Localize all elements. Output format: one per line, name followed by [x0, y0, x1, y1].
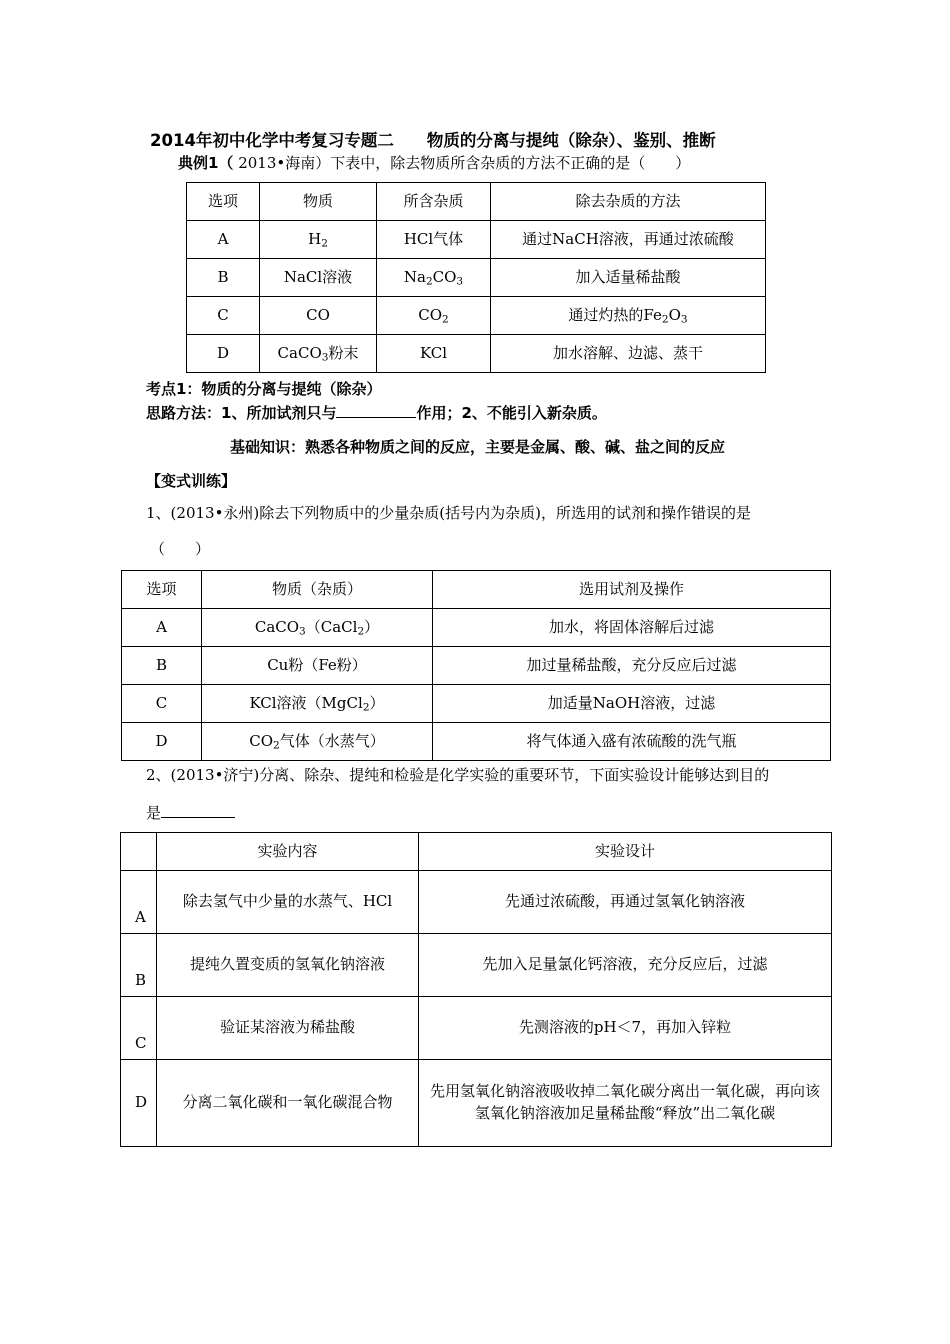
table-header-cell: 实验内容 [157, 833, 419, 871]
jichu-line: 基础知识：熟悉各种物质之间的反应，主要是金属、酸、碱、盐之间的反应 [230, 438, 726, 456]
option-cell: A [187, 221, 260, 259]
table-row [121, 997, 832, 1060]
impurity-cell: $Na_2CO_3$ [377, 259, 491, 297]
operation-cell: 加过量稀盐酸，充分反应后过滤 [433, 647, 831, 685]
table-row [187, 335, 766, 373]
option-cell: D [187, 335, 260, 373]
example1-table [186, 182, 766, 373]
option-cell: D [122, 723, 202, 761]
option-cell: C [187, 297, 260, 335]
answer-blank[interactable] [336, 403, 416, 418]
table-header-cell: 所含杂质 [377, 183, 491, 221]
table-row [122, 685, 831, 723]
design-cell: 先测溶液的pH＜7，再加入锌粒 [419, 997, 832, 1060]
option-cell: B [122, 647, 202, 685]
operation-cell: 加水，将固体溶解后过滤 [433, 609, 831, 647]
impurity-cell: HCl气体 [377, 221, 491, 259]
q1-text: 1、(2013•永州)除去下列物质中的少量杂质(括号内为杂质)，所选用的试剂和操作错误的是 [146, 504, 751, 522]
substance-cell: $H_2$ [260, 221, 377, 259]
table-header-cell: 物质 [260, 183, 377, 221]
option-cell: C [121, 997, 157, 1060]
table-row [121, 871, 832, 934]
bianshi-heading: 【变式训练】 [146, 472, 237, 490]
impurity-cell: KCl [377, 335, 491, 373]
operation-cell: 将气体通入盛有浓硫酸的洗气瓶 [433, 723, 831, 761]
impurity-cell: $CO_2$ [377, 297, 491, 335]
substance-cell: KCl溶液（MgCl$_2$） [202, 685, 433, 723]
q2-text: 2、(2013•济宁)分离、除杂、提纯和检验是化学实验的重要环节，下面实验设计能够达到目的 [146, 766, 770, 784]
method-cell: 加水溶解、边滤、蒸干 [491, 335, 766, 373]
design-cell: 先加入足量氯化钙溶液，充分反应后，过滤 [419, 934, 832, 997]
table-row [122, 723, 831, 761]
design-cell: 先用氢氧化钠溶液吸收掉二氧化碳分离出一氧化碳，再向该氢氧化钠溶液加足量稀盐酸“释放”出二氧化碳 [419, 1060, 832, 1147]
table-header-row [121, 833, 832, 871]
q2-answer-line: 是 [146, 802, 235, 823]
table-header-row [122, 571, 831, 609]
kaodian-heading: 考点1：物质的分离与提纯（除杂） [146, 380, 382, 398]
q1-answer-paren: （ ） [150, 540, 211, 558]
silu-line: 思路方法：1、所加试剂只与 作用；2、不能引入新杂质。 [146, 404, 607, 422]
table-header-cell: 除去杂质的方法 [491, 183, 766, 221]
table-row [187, 259, 766, 297]
substance-cell: CaCO$_3$（CaCl$_2$） [202, 609, 433, 647]
table-header-cell: 实验设计 [419, 833, 832, 871]
example1-question-text: 2013•海南）下表中，除去物质所含杂质的方法不正确的是（ ） [233, 154, 691, 172]
table-header-cell: 物质（杂质） [202, 571, 433, 609]
option-cell: D [121, 1060, 157, 1147]
method-cell: 加入适量稀盐酸 [491, 259, 766, 297]
table-row [121, 934, 832, 997]
table-row [122, 647, 831, 685]
page-title: 2014年初中化学中考复习专题二 物质的分离与提纯（除杂）、鉴别、推断 [150, 131, 716, 150]
option-cell: A [122, 609, 202, 647]
substance-cell: CaCO$_3$粉末 [260, 335, 377, 373]
q1-table [121, 570, 831, 761]
option-cell: B [187, 259, 260, 297]
example1-question [178, 152, 690, 173]
table-header-cell [121, 833, 157, 871]
method-cell: 通过NaCH溶液，再通过浓硫酸 [491, 221, 766, 259]
content-cell: 分离二氧化碳和一氧化碳混合物 [157, 1060, 419, 1147]
example1-label: 典例1（ [178, 154, 234, 172]
content-cell: 除去氢气中少量的水蒸气、HCl [157, 871, 419, 934]
option-cell: B [121, 934, 157, 997]
table-row [187, 297, 766, 335]
substance-cell: NaCl溶液 [260, 259, 377, 297]
operation-cell: 加适量NaOH溶液，过滤 [433, 685, 831, 723]
q2-table [120, 832, 832, 1147]
table-row [122, 609, 831, 647]
design-cell: 先通过浓硫酸，再通过氢氧化钠溶液 [419, 871, 832, 934]
substance-cell: Cu粉（Fe粉） [202, 647, 433, 685]
table-header-cell: 选用试剂及操作 [433, 571, 831, 609]
answer-blank[interactable] [161, 803, 235, 818]
method-cell: 通过灼热的$Fe_2O_3$ [491, 297, 766, 335]
option-cell: A [121, 871, 157, 934]
substance-cell: CO [260, 297, 377, 335]
table-header-row [187, 183, 766, 221]
table-row [187, 221, 766, 259]
table-header-cell: 选项 [187, 183, 260, 221]
table-row [121, 1060, 832, 1147]
content-cell: 提纯久置变质的氢氧化钠溶液 [157, 934, 419, 997]
table-header-cell: 选项 [122, 571, 202, 609]
substance-cell: $CO_2$气体（水蒸气） [202, 723, 433, 761]
option-cell: C [122, 685, 202, 723]
content-cell: 验证某溶液为稀盐酸 [157, 997, 419, 1060]
